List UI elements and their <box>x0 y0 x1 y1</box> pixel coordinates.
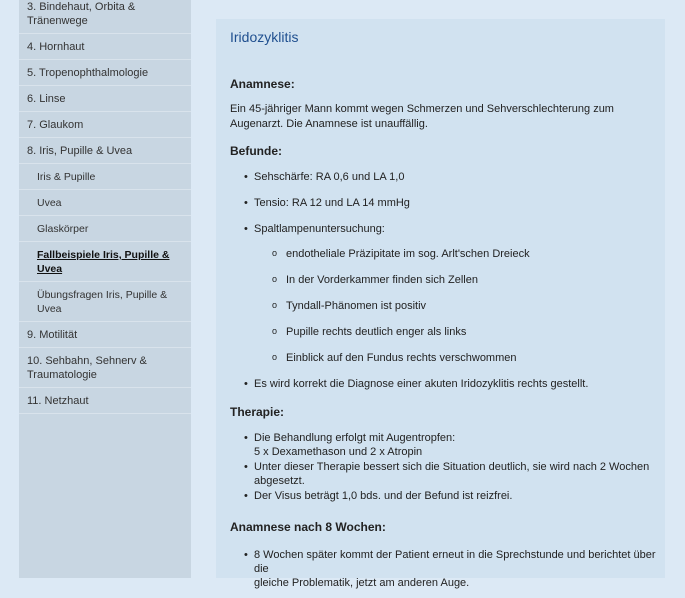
list-item <box>230 431 665 459</box>
followup-heading: Anamnese nach 8 Wochen: <box>230 520 386 534</box>
therapie-line: 5 x Dexamethason und 2 x Atropin <box>254 446 423 458</box>
nav-subitem-uvea[interactable]: Uvea <box>19 190 191 216</box>
list-item: • Tensio: RA 12 und LA 14 mmHg <box>230 196 665 210</box>
nav-subitem-fallbeispiele[interactable]: Fallbeispiele Iris, Pupille & Uvea <box>19 242 191 282</box>
nav-subitem-iris-pupille[interactable]: Iris & Pupille <box>19 164 191 190</box>
list-item: • Der Visus beträgt 1,0 bds. und der Befund ist reizfrei. <box>230 489 665 503</box>
list-item: o Einblick auf den Fundus rechts verschwommen <box>230 351 665 365</box>
page-title: Iridozyklitis <box>230 29 299 45</box>
nav-item-netzhaut[interactable]: 11. Netzhaut <box>19 388 191 414</box>
nav-item-bindehaut[interactable]: 3. Bindehaut, Orbita & Tränenwege <box>19 0 191 34</box>
anamnese-heading: Anamnese: <box>230 77 295 91</box>
list-item: o In der Vorderkammer finden sich Zellen <box>230 273 665 287</box>
list-item: o Tyndall-Phänomen ist positiv <box>230 299 665 313</box>
nav-subitem-glaskoerper[interactable]: Glaskörper <box>19 216 191 242</box>
diagnose-list <box>230 377 665 391</box>
list-item: o endotheliale Präzipitate im sog. Arlt'schen Dreieck <box>230 247 665 261</box>
sidebar-nav <box>19 0 191 578</box>
content-panel <box>216 19 665 589</box>
list-item <box>230 548 665 590</box>
followup-list <box>230 548 665 590</box>
list-item: o Pupille rechts deutlich enger als links <box>230 325 665 339</box>
nav-item-motilitaet[interactable]: 9. Motilität <box>19 322 191 348</box>
nav-item-tropenophthalmologie[interactable]: 5. Tropenophthalmologie <box>19 60 191 86</box>
followup-line: gleiche Problematik, jetzt am anderen Auge. <box>254 577 470 589</box>
anamnese-text: Ein 45-jähriger Mann kommt wegen Schmerzen und Sehverschlechterung zum Augenarzt. Die Anamnese ist unauffällig. <box>230 103 614 130</box>
list-item: • Es wird korrekt die Diagnose einer akuten Iridozyklitis rechts gestellt. <box>230 377 665 391</box>
therapie-list <box>230 431 665 503</box>
therapie-line: Die Behandlung erfolgt mit Augentropfen: <box>254 432 456 444</box>
nav-item-iris-pupille-uvea[interactable]: 8. Iris, Pupille & Uvea <box>19 138 191 164</box>
nav-item-glaukom[interactable]: 7. Glaukom <box>19 112 191 138</box>
befunde-list <box>230 170 665 236</box>
nav-subitem-uebungsfragen[interactable]: Übungsfragen Iris, Pupille & Uvea <box>19 282 191 322</box>
nav-item-linse[interactable]: 6. Linse <box>19 86 191 112</box>
list-item: • Spaltlampenuntersuchung: <box>230 222 665 236</box>
nav-item-sehbahn[interactable]: 10. Sehbahn, Sehnerv & Traumatologie <box>19 348 191 388</box>
nav-item-hornhaut[interactable]: 4. Hornhaut <box>19 34 191 60</box>
spaltlampe-list <box>230 247 665 365</box>
list-item: • Unter dieser Therapie bessert sich die Situation deutlich, sie wird nach 2 Wochen abgesetzt. <box>230 460 665 488</box>
therapie-heading: Therapie: <box>230 405 285 419</box>
befunde-heading: Befunde: <box>230 144 282 158</box>
list-item: • Sehschärfe: RA 0,6 und LA 1,0 <box>230 170 665 184</box>
followup-line: 8 Wochen später kommt der Patient erneut in die Sprechstunde und berichtet über die <box>254 549 656 575</box>
